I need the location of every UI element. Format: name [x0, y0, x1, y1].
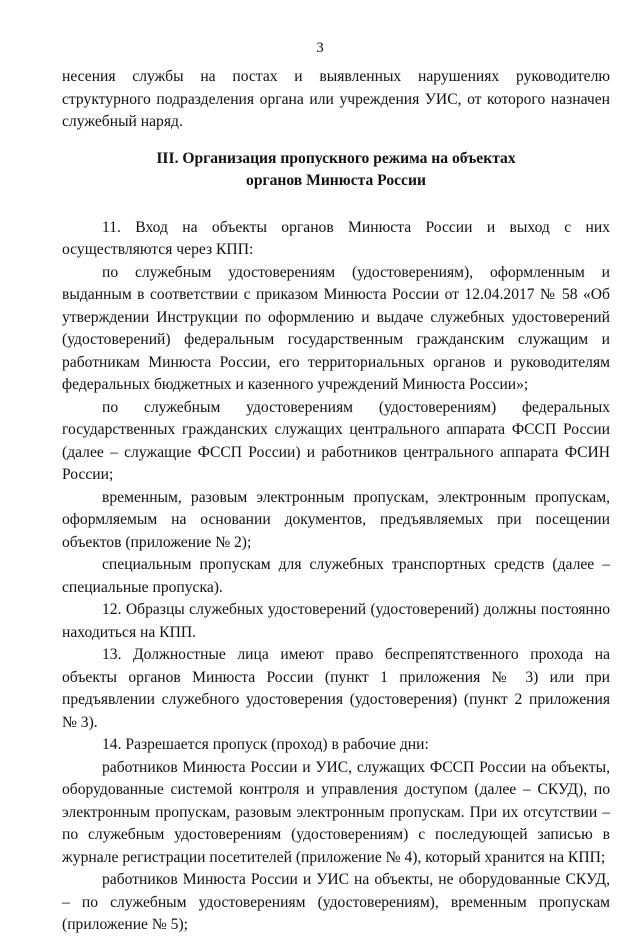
paragraph-14-item-2: работников Минюста России и УИС на объекты, не оборудованные СКУД, – по служебным удостоверениям (удостоверениям), временным пропускам (приложение № 5); — [62, 871, 610, 933]
section-heading — [62, 148, 610, 193]
paragraph-11-item-3: временным, разовым электронным пропускам, электронным пропускам, оформляемым на основании документов, предъявляемых при посещении объектов (приложение № 2); — [62, 488, 610, 551]
intro-paragraph: несения службы на постах и выявленных нарушениях руководителю структурного подразделения органа или учреждения УИС, от которого назначен служебный наряд. — [62, 68, 610, 130]
page-number: 3 — [316, 40, 324, 56]
paragraph-11-item-2: по служебным удостоверениям (удостоверениям) федеральных государственных гражданских служащих центрального аппарата ФССП России (далее – служащие ФССП России) и работников центрального аппарата ФСИН России; — [62, 398, 610, 483]
document-body — [62, 66, 610, 937]
paragraph-14: 14. Разрешается пропуск (проход) в рабочие дни: — [102, 736, 429, 753]
section-heading-line-1: III. Организация пропускного режима на объектах — [156, 149, 516, 167]
paragraph-11-item-1: по служебным удостоверениям (удостоверениям), оформленным и выданным в соответствии с приказом Минюста России от 12.04.2017 № 58 «Об утверждении Инструкции по оформлению и выдаче служебных удостоверений (удостоверений) федеральным государственным гражданским служащим и работникам Минюста России, его территориальных органов и руководителям федеральных бюджетных и казенного учреждений Минюста России»; — [62, 263, 610, 393]
paragraph-11-item-4: специальным пропускам для служебных транспортных средств (далее – специальные пропуска). — [62, 556, 610, 596]
paragraph-12: 12. Образцы служебных удостоверений (удостоверений) должны постоянно находиться на КПП. — [62, 601, 610, 641]
paragraph-11: 11. Вход на объекты органов Минюста России и выход с них осуществляются через КПП: — [62, 218, 610, 258]
paragraph-14-item-1: работников Минюста России и УИС, служащих ФССП России на объекты, оборудованные системой контроля и управления доступом (далее – СКУД), по электронным пропускам, разовым электронным пропускам. При их отсутствии – по служебным удостоверениям (удостоверениям) с последующей записью в журнале регистрации посетителей (приложение № 4), который хранится на КПП; — [62, 758, 610, 866]
paragraph-13: 13. Должностные лица имеют право беспрепятственного прохода на объекты органов Минюста России (пункт 1 приложения № 3) или при предъявлении служебного удостоверения (удостоверения) (пункт 2 приложения № 3). — [62, 646, 610, 731]
section-heading-line-2: органов Минюста России — [246, 172, 426, 189]
